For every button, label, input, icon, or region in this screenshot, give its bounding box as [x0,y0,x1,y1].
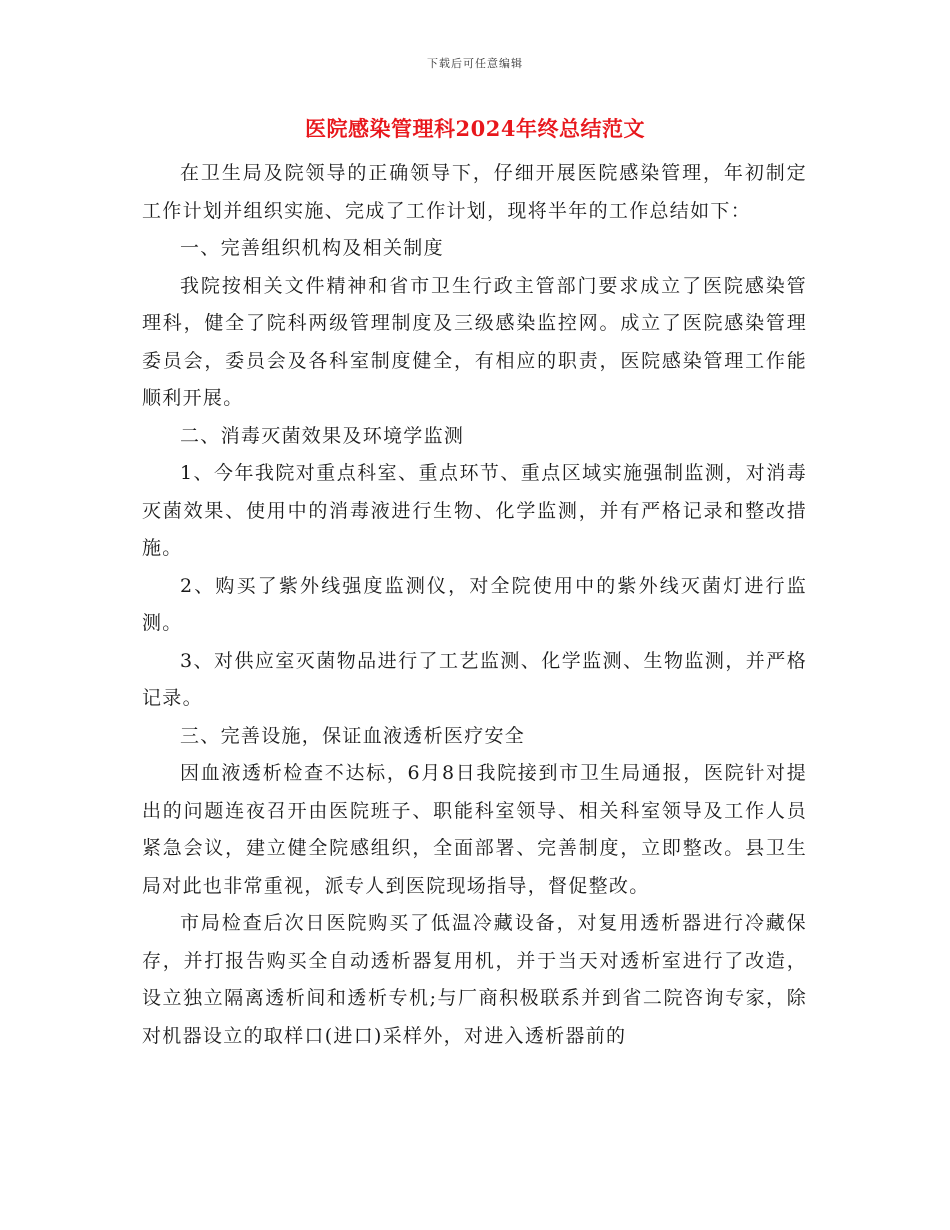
section-heading-1: 一、完善组织机构及相关制度 [180,237,444,259]
paragraph-item-3: 3、对供应室灭菌物品进行了工艺监测、化学监测、生物监测，并严格记录。 [142,649,807,709]
paragraph-intro: 在卫生局及院领导的正确领导下，仔细开展医院感染管理，年初制定工作计划并组织实施、完成了工作计划，现将半年的工作总结如下： [142,162,807,222]
paragraph-section-3a: 因血液透析检查不达标，6月8日我院接到市卫生局通报，医院针对提出的问题连夜召开由医院班子、职能科室领导、相关科室领导及工作人员紧急会议，建立健全院感组织，全面部署、完善制度，立即整改。县卫生局对此也非常重视，派专人到医院现场指导，督促整改。 [142,762,807,897]
paragraph-section-1: 我院按相关文件精神和省市卫生行政主管部门要求成立了医院感染管理科，健全了院科两级管理制度及三级感染监控网。成立了医院感染管理委员会，委员会及各科室制度健全，有相应的职责，医院感染管理工作能顺利开展。 [142,274,807,409]
section-heading-2: 二、消毒灭菌效果及环境学监测 [180,424,465,447]
section-heading-3: 三、完善设施，保证血液透析医疗安全 [180,724,526,747]
paragraph-section-3b: 市局检查后次日医院购买了低温冷藏设备，对复用透析器进行冷藏保存，并打报告购买全自动透析器复用机，并于当天对透析室进行了改造，设立独立隔离透析间和透析专机;与厂商积极联系并到省二院咨询专家，除对机器设立的取样口(进口)采样外，对进入透析器前的 [142,912,807,1047]
paragraph-item-1: 1、今年我院对重点科室、重点环节、重点区域实施强制监测，对消毒灭菌效果、使用中的消毒液进行生物、化学监测，并有严格记录和整改措施。 [142,462,807,559]
document-body [142,155,807,1055]
paragraph-item-2: 2、购买了紫外线强度监测仪，对全院使用中的紫外线灭菌灯进行监测。 [142,574,807,634]
header-note: 下载后可任意编辑 [427,57,523,70]
document-title: 医院感染管理科2024年终总结范文 [305,116,645,141]
